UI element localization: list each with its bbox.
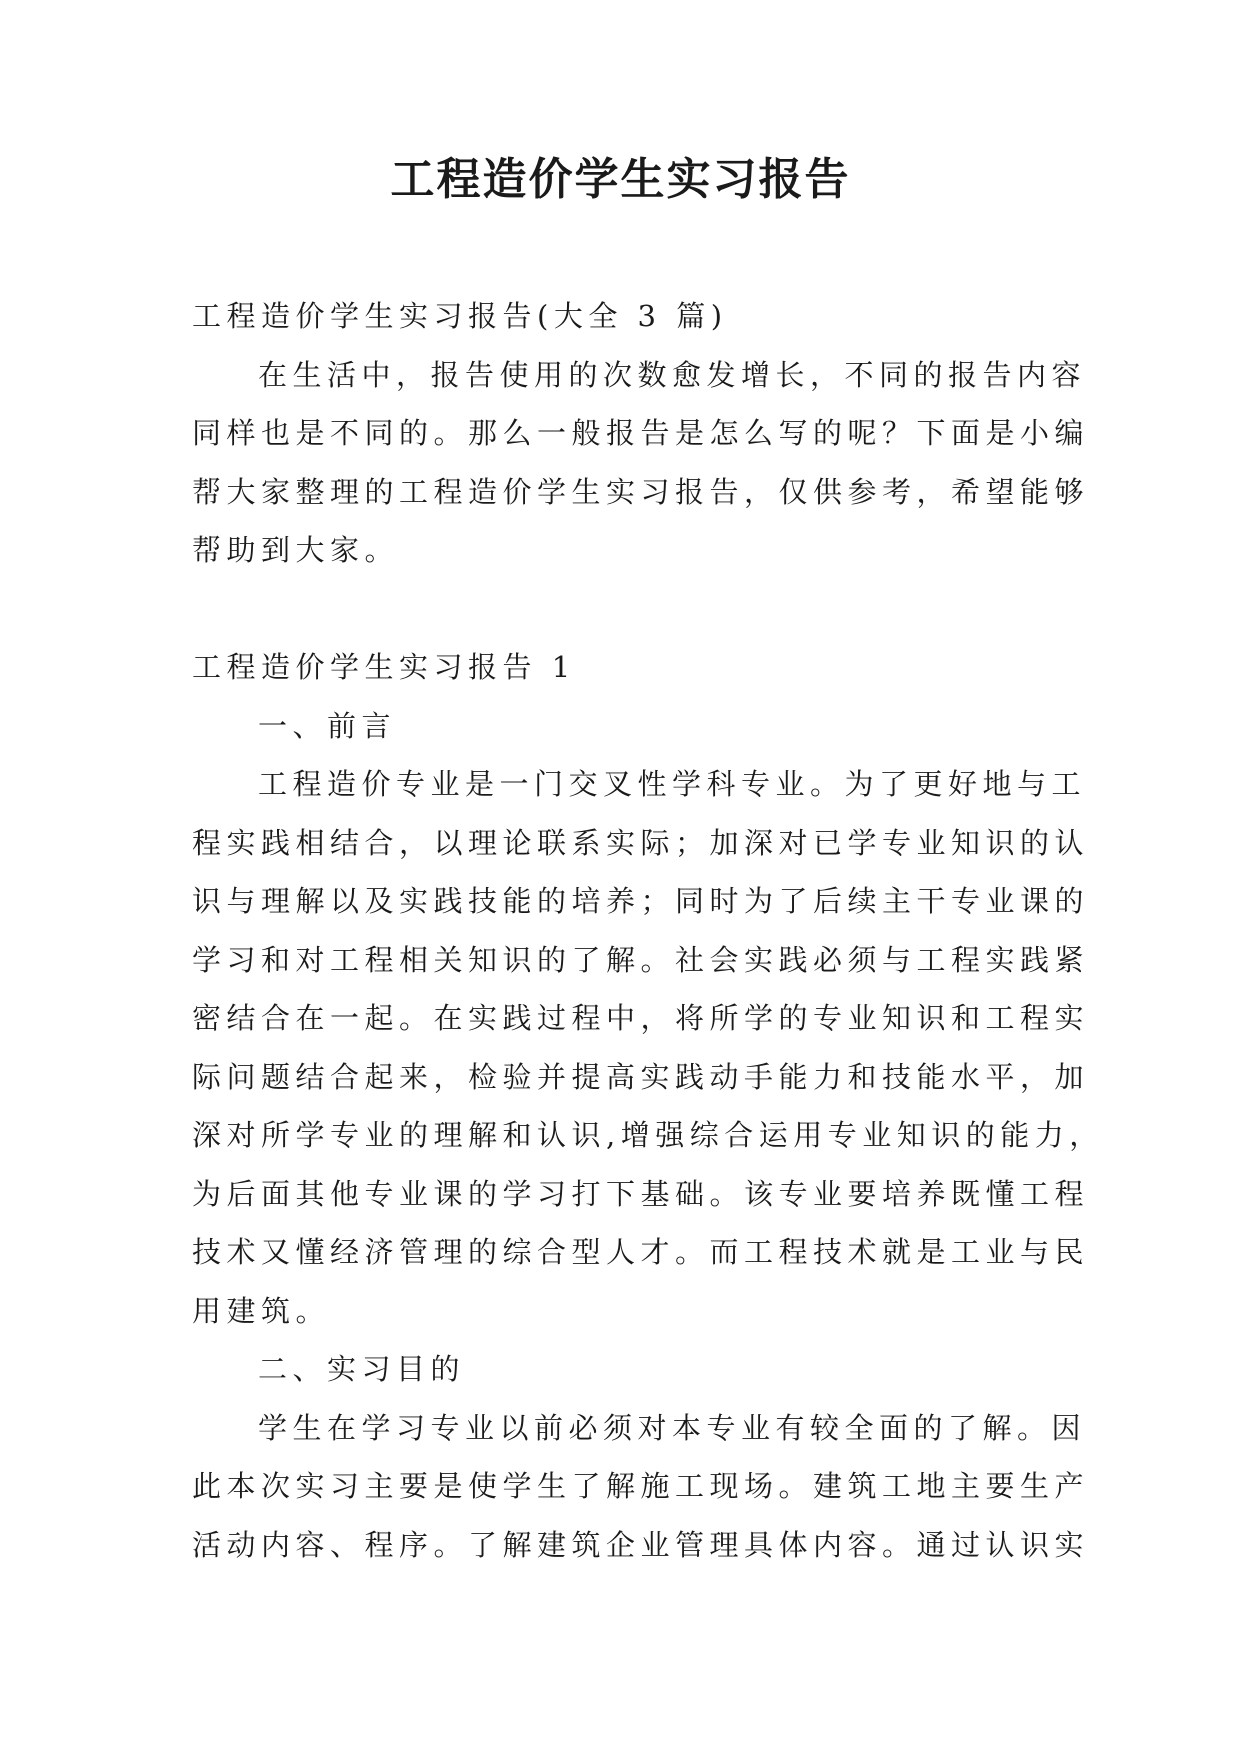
paragraph-line: 学生在学习专业以前必须对本专业有较全面的了解。因 — [258, 1410, 1087, 1445]
paragraph-line: 程实践相结合，以理论联系实际；加深对已学专业知识的认 — [192, 825, 1090, 860]
paragraph-line: 际问题结合起来，检验并提高实践动手能力和技能水平，加 — [192, 1059, 1090, 1094]
subsection-heading: 一、前言 — [258, 708, 397, 743]
paragraph-line: 工程造价专业是一门交叉性学科专业。为了更好地与工 — [258, 767, 1087, 801]
section-heading: 工程造价学生实习报告 1 — [192, 650, 576, 684]
paragraph-line: 用建筑。 — [192, 1293, 331, 1328]
paragraph-line: 活动内容、程序。了解建筑企业管理具体内容。通过认识实 — [192, 1527, 1090, 1562]
subtitle-line: 工程造价学生实习报告(大全 3 篇) — [192, 299, 728, 333]
document-body — [192, 287, 1104, 1574]
blank-line — [192, 580, 1054, 639]
paragraph-line: 技术又懂经济管理的综合型人才。而工程技术就是工业与民 — [192, 1235, 1090, 1269]
paragraph-line: 帮大家整理的工程造价学生实习报告，仅供参考，希望能够 — [192, 474, 1090, 509]
paragraph-line: 帮助到大家。 — [192, 533, 400, 567]
paragraph-line: 识与理解以及实践技能的培养；同时为了后续主干专业课的 — [192, 884, 1090, 918]
paragraph-line: 此本次实习主要是使学生了解施工现场。建筑工地主要生产 — [192, 1469, 1090, 1503]
document-title: 工程造价学生实习报告 — [390, 154, 851, 205]
paragraph-line: 学习和对工程相关知识的了解。社会实践必须与工程实践紧 — [192, 942, 1090, 977]
paragraph-line: 在生活中，报告使用的次数愈发增长，不同的报告内容 — [258, 357, 1087, 392]
paragraph-line: 为后面其他专业课的学习打下基础。该专业要培养既懂工程 — [192, 1176, 1090, 1211]
paragraph-line: 深对所学专业的理解和认识,增强综合运用专业知识的能力， — [192, 1118, 1104, 1152]
paragraph-line: 同样也是不同的。那么一般报告是怎么写的呢？下面是小编 — [192, 416, 1090, 450]
subsection-heading: 二、实习目的 — [258, 1352, 466, 1386]
paragraph-line: 密结合在一起。在实践过程中，将所学的专业知识和工程实 — [192, 1001, 1090, 1035]
